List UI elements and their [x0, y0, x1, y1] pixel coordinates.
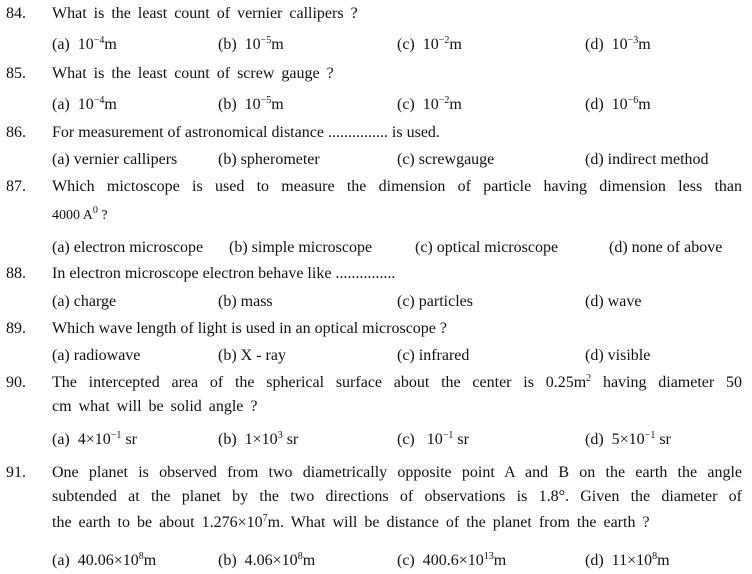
option-d: (d) visible	[585, 347, 651, 364]
question-text: The intercepted area of the spherical surface about the center is $0.25m^2$ having diameter 50	[52, 373, 743, 391]
option-d: (d) $11\times 10^8m$	[585, 551, 670, 569]
question-text-cont: subtended at the planet by the two directions of observations is 1.8°. Given the diameter of	[52, 488, 742, 505]
option-d: (d) $10^{-3}m$	[585, 35, 651, 53]
question-number: 86.	[6, 124, 26, 141]
option-d: (d) $5\times 10^{-1}$ sr	[585, 430, 671, 448]
option-d: (d) none of above	[609, 239, 723, 256]
question-text-cont: the earth to be about $1.276\times 10^7m$. What will be distance of the planet from the earth ?	[52, 513, 650, 531]
option-b: (b) spherometer	[218, 151, 320, 168]
question-text: For measurement of astronomical distance ............... is used.	[52, 124, 440, 141]
option-a: (a) $10^{-4}m$	[52, 95, 117, 113]
question-text-cont: 4000 $A^0$ ?	[52, 205, 108, 223]
question-text: Which wave length of light is used in an optical microscope ?	[52, 320, 447, 337]
question-number: 84.	[6, 5, 26, 22]
option-d: (d) indirect method	[585, 151, 709, 168]
question-text: One planet is observed from two diametrically opposite point A and B on the earth the angle	[52, 464, 742, 481]
question-number: 91.	[6, 464, 26, 481]
option-b: (b) simple microscope	[229, 239, 373, 256]
option-c: (c) particles	[397, 293, 473, 310]
option-b: (b) $10^{-5}m$	[218, 35, 284, 53]
option-c: (c) $10^{-2}m$	[397, 95, 462, 113]
option-a: (a) $40.06\times 10^8m$	[52, 551, 157, 569]
option-b: (b) $4.06\times 10^8m$	[218, 551, 316, 569]
option-a: (a) radiowave	[52, 347, 141, 364]
question-text: Which mictoscope is used to measure the dimension of particle having dimension less than	[52, 178, 742, 195]
question-text: In electron microscope electron behave like ...............	[52, 265, 396, 282]
option-c: (c) $10^{-1}$ sr	[397, 430, 469, 448]
option-d: (d) $10^{-6}m$	[585, 95, 651, 113]
option-b: (b) X - ray	[218, 347, 286, 364]
option-b: (b) mass	[218, 293, 273, 310]
option-a: (a) $4\times 10^{-1}$ sr	[52, 430, 137, 448]
question-text: What is the least count of screw gauge ?	[52, 65, 334, 82]
option-c: (c) $10^{-2}m$	[397, 35, 462, 53]
question-text-cont: cm what will be solid angle ?	[52, 398, 258, 415]
option-b: (b) $1\times 10^3$ sr	[218, 430, 299, 448]
option-c: (c) screwgauge	[397, 151, 495, 168]
question-number: 85.	[6, 65, 26, 82]
option-a: (a) $10^{-4}m$	[52, 35, 117, 53]
option-d: (d) wave	[585, 293, 642, 310]
question-number: 88.	[6, 265, 26, 282]
question-text: What is the least count of vernier callipers ?	[52, 5, 358, 22]
option-b: (b) $10^{-5}m$	[218, 95, 284, 113]
question-number: 89.	[6, 320, 26, 337]
question-number: 90.	[6, 374, 26, 391]
option-c: (c) optical microscope	[415, 239, 559, 256]
question-number: 87.	[6, 178, 26, 195]
option-c: (c) $400.6\times 10^{13}m$	[397, 551, 507, 569]
option-a: (a) electron microscope	[52, 239, 204, 256]
option-a: (a) charge	[52, 293, 117, 310]
option-c: (c) infrared	[397, 347, 470, 364]
option-a: (a) vernier callipers	[52, 151, 178, 168]
